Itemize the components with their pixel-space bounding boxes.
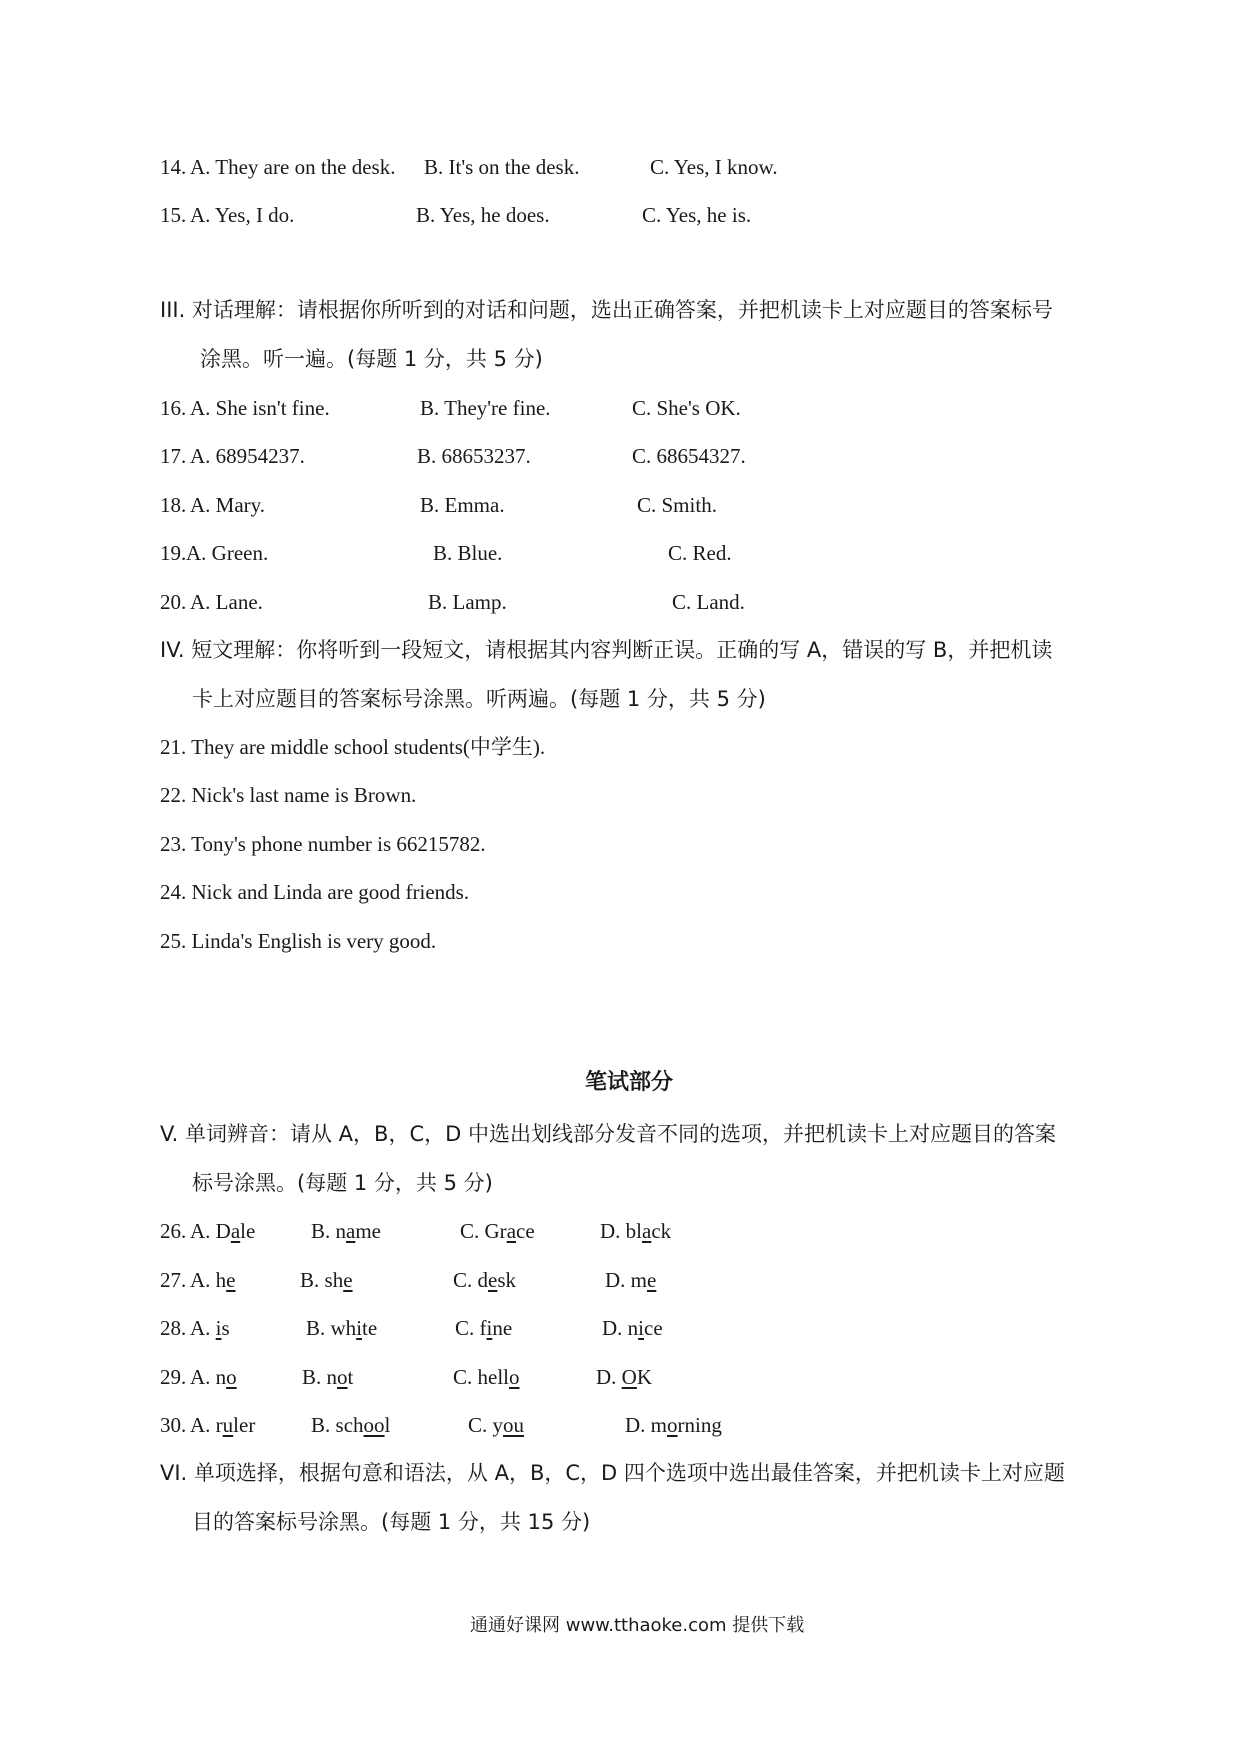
underlined-letters: e	[343, 1268, 353, 1292]
option-label: C.	[460, 1219, 485, 1243]
word-part: ler	[233, 1413, 256, 1437]
option-label: D.	[596, 1365, 622, 1389]
word-part: m	[630, 1268, 648, 1292]
option-b: B. 68653237.	[417, 444, 531, 468]
word-part: y	[492, 1413, 504, 1437]
question-number: 14.	[160, 155, 187, 179]
underlined-letters: e	[647, 1268, 657, 1292]
phonics-option	[306, 1315, 377, 1341]
word-part: me	[355, 1219, 381, 1243]
option-label: A.	[190, 1268, 216, 1292]
word-part: ce	[516, 1219, 535, 1243]
option-label: B.	[306, 1316, 331, 1340]
word-part: bl	[625, 1219, 643, 1243]
written-part-title: 笔试部分	[585, 1070, 674, 1095]
phonics-option	[190, 1364, 237, 1390]
section-4-heading: IV. 短文理解：你将听到一段短文，请根据其内容判断正误。正确的写 A，错误的写 B，并把机读	[160, 638, 1053, 662]
option-label: D.	[600, 1219, 626, 1243]
option-c: C. 68654327.	[632, 444, 746, 468]
phonics-option	[600, 1218, 671, 1244]
question-number: 26.	[160, 1219, 187, 1243]
statement: 25. Linda's English is very good.	[160, 929, 437, 953]
question-number: 27.	[160, 1268, 187, 1292]
underlined-letters: i	[638, 1316, 645, 1340]
word-part: K	[636, 1365, 653, 1389]
word-part: te	[362, 1316, 378, 1340]
underlined-letters: o	[667, 1413, 678, 1437]
phonics-option	[625, 1412, 722, 1438]
option-label: A.	[190, 1219, 216, 1243]
section-4-heading-cont: 卡上对应题目的答案标号涂黑。听两遍。(每题 1 分，共 5 分)	[192, 687, 766, 711]
section-6-heading: VI. 单项选择，根据句意和语法，从 A，B，C，D 四个选项中选出最佳答案，并把机读卡上对应题	[160, 1461, 1065, 1485]
option-b: B. Blue.	[433, 541, 503, 565]
underlined-letters: oo	[363, 1413, 385, 1437]
phonics-option	[190, 1218, 255, 1244]
option-a: A. Green.	[186, 541, 269, 565]
statement: 23. Tony's phone number is 66215782.	[160, 832, 486, 856]
underlined-letters: o	[509, 1365, 520, 1389]
word-part: h	[215, 1268, 227, 1292]
question-number: 15.	[160, 203, 187, 227]
option-b: B. They're fine.	[420, 396, 551, 420]
section-5-heading-cont: 标号涂黑。(每题 1 分，共 5 分)	[192, 1171, 493, 1195]
word-part: ce	[644, 1316, 663, 1340]
option-label: D.	[602, 1316, 628, 1340]
option-a: A. Mary.	[190, 493, 266, 517]
underlined-letters: u	[222, 1413, 234, 1437]
word-part: m	[650, 1413, 668, 1437]
question-number: 30.	[160, 1413, 187, 1437]
word-part: d	[477, 1268, 489, 1292]
word-part: sk	[497, 1268, 517, 1292]
option-c: C. Red.	[668, 541, 732, 565]
option-label: B.	[300, 1268, 325, 1292]
option-a: A. She isn't fine.	[190, 396, 330, 420]
phonics-option	[311, 1218, 381, 1244]
question-row	[160, 202, 186, 228]
word-part: s	[221, 1316, 230, 1340]
option-label: B.	[311, 1413, 336, 1437]
option-a: A. 68954237.	[190, 444, 305, 468]
option-b: B. Emma.	[420, 493, 505, 517]
option-label: A.	[190, 1365, 216, 1389]
phonics-option	[453, 1267, 516, 1293]
section-3-heading: III. 对话理解：请根据你所听到的对话和问题，选出正确答案，并把机读卡上对应题目的答案标号	[160, 298, 1053, 322]
question-row	[160, 154, 186, 180]
underlined-letters: i	[486, 1316, 493, 1340]
option-c: C. Smith.	[637, 493, 717, 517]
word-part: n	[326, 1365, 338, 1389]
section-5-heading: V. 单词辨音：请从 A，B，C，D 中选出划线部分发音不同的选项，并把机读卡上对应题目的答案	[160, 1122, 1056, 1146]
phonics-option	[190, 1315, 230, 1341]
option-b: B. Lamp.	[428, 590, 507, 614]
option-a: A. Lane.	[190, 590, 263, 614]
underlined-letters: ou	[503, 1413, 525, 1437]
word-part: l	[384, 1413, 391, 1437]
question-number: 18.	[160, 493, 187, 517]
option-label: A.	[190, 1316, 216, 1340]
option-c: C. She's OK.	[632, 396, 741, 420]
phonics-option	[190, 1412, 255, 1438]
word-part: sch	[335, 1413, 364, 1437]
phonics-option	[455, 1315, 512, 1341]
word-part: Gr	[484, 1219, 507, 1243]
statement: 22. Nick's last name is Brown.	[160, 783, 417, 807]
phonics-option	[300, 1267, 353, 1293]
phonics-option	[602, 1315, 663, 1341]
section-3-heading-cont: 涂黑。听一遍。(每题 1 分，共 5 分)	[200, 347, 543, 371]
option-label: C.	[468, 1413, 493, 1437]
option-label: C.	[453, 1268, 478, 1292]
phonics-option	[190, 1267, 236, 1293]
underlined-letters: a	[506, 1219, 517, 1243]
word-part: ck	[651, 1219, 672, 1243]
underlined-letters: O	[621, 1365, 637, 1389]
question-number: 19.	[160, 541, 187, 565]
word-part: sh	[324, 1268, 344, 1292]
question-number: 20.	[160, 590, 187, 614]
option-label: D.	[625, 1413, 651, 1437]
option-label: D.	[605, 1268, 631, 1292]
section-6-heading-cont: 目的答案标号涂黑。(每题 1 分，共 15 分)	[192, 1510, 591, 1534]
page-footer: 通通好课网 www.tthaoke.com 提供下载	[470, 1615, 805, 1636]
underlined-letters: a	[642, 1219, 652, 1243]
option-label: C.	[455, 1316, 480, 1340]
phonics-option	[302, 1364, 353, 1390]
word-part: D	[215, 1219, 231, 1243]
phonics-option	[596, 1364, 652, 1390]
underlined-letters: i	[356, 1316, 363, 1340]
option-label: C.	[453, 1365, 478, 1389]
underlined-letters: i	[215, 1316, 222, 1340]
phonics-option	[468, 1412, 524, 1438]
question-number: 29.	[160, 1365, 187, 1389]
underlined-letters: a	[346, 1219, 356, 1243]
option-c: C. Land.	[672, 590, 745, 614]
underlined-letters: a	[230, 1219, 241, 1243]
word-part: le	[240, 1219, 256, 1243]
word-part: t	[347, 1365, 354, 1389]
option-label: B.	[302, 1365, 327, 1389]
statement: 21. They are middle school students(中学生).	[160, 735, 546, 759]
word-part: n	[215, 1365, 227, 1389]
question-number: 16.	[160, 396, 187, 420]
word-part: n	[335, 1219, 347, 1243]
word-part: r	[215, 1413, 223, 1437]
word-part: f	[479, 1316, 487, 1340]
option-label: A.	[190, 1413, 216, 1437]
word-part: n	[627, 1316, 639, 1340]
option-label: B.	[311, 1219, 336, 1243]
underlined-letters: e	[226, 1268, 236, 1292]
option-a: A. Yes, I do.	[190, 203, 295, 227]
word-part: wh	[330, 1316, 357, 1340]
option-c: C. Yes, I know.	[650, 155, 778, 179]
option-b: B. Yes, he does.	[416, 203, 550, 227]
phonics-option	[605, 1267, 656, 1293]
word-part: hell	[477, 1365, 510, 1389]
underlined-letters: e	[488, 1268, 498, 1292]
option-b: B. It's on the desk.	[424, 155, 580, 179]
underlined-letters: o	[337, 1365, 348, 1389]
option-a: A. They are on the desk.	[190, 155, 396, 179]
question-number: 28.	[160, 1316, 187, 1340]
question-number: 17.	[160, 444, 187, 468]
word-part: rning	[677, 1413, 722, 1437]
phonics-option	[460, 1218, 535, 1244]
underlined-letters: o	[226, 1365, 237, 1389]
word-part: ne	[492, 1316, 513, 1340]
statement: 24. Nick and Linda are good friends.	[160, 880, 470, 904]
phonics-option	[311, 1412, 390, 1438]
phonics-option	[453, 1364, 520, 1390]
option-c: C. Yes, he is.	[642, 203, 752, 227]
